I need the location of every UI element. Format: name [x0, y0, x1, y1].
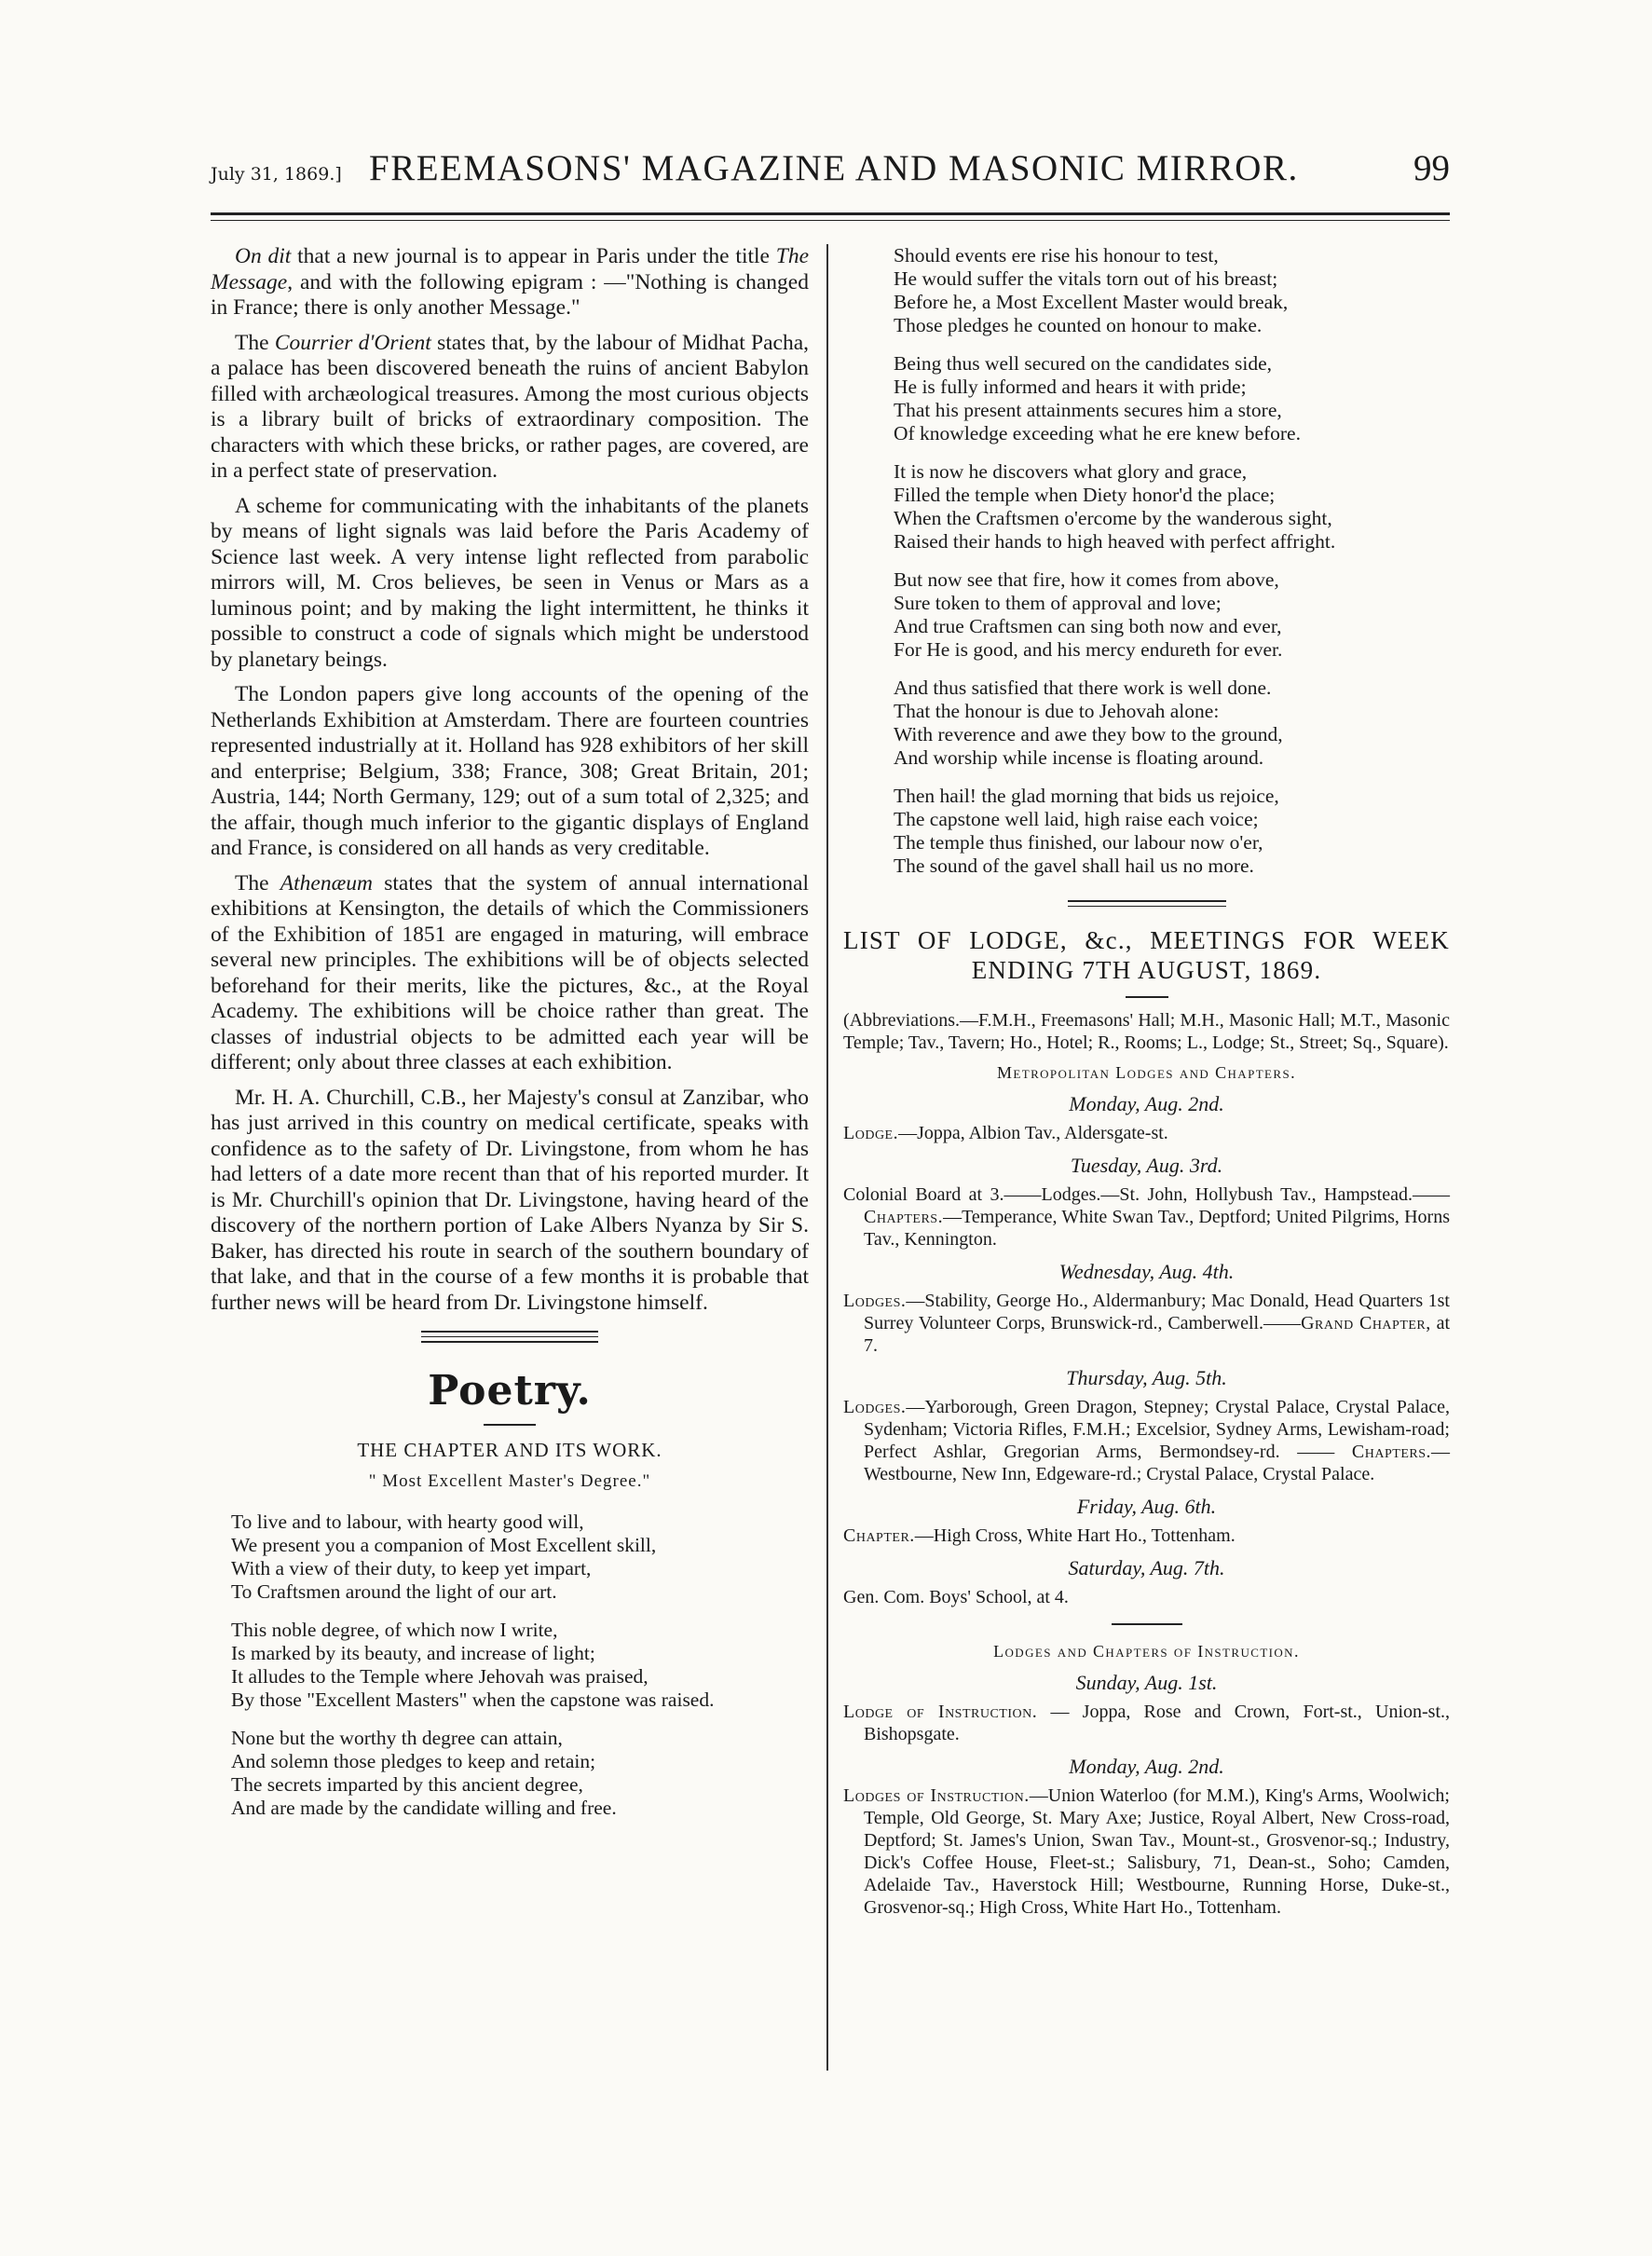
- day-heading: Thursday, Aug. 5th.: [1066, 1366, 1227, 1389]
- stanza: [894, 352, 1450, 445]
- poem-line: Being thus well secured on the candidates side,: [894, 352, 1273, 375]
- poem-line: He is fully informed and hears it with pride;: [894, 376, 1247, 398]
- poem-line: He would suffer the vitals torn out of his breast;: [894, 267, 1278, 290]
- paragraph-kensington: [211, 871, 809, 1076]
- entry-text: —Union Waterloo (for M.M.), King's Arms, Woolwich; Temple, Old George, St. Mary Axe; Justice, Royal Albert, New Cross-road, Deptford; St. James's Union, Swan Tav., Mount-st., Grosvenor-sq.; Industry, Dick's Coffee House, Fleet-st.; Salisbury, 71, Dean-st., Soho; Camden, Adelaide Tav., Haverstock Hill; Westbourne, Running Horse, Duke-st., Grosvenor-sq.; High Cross, White Hart Ho., Tottenham.: [864, 1785, 1450, 1918]
- column-divider: [826, 244, 828, 2071]
- poem-line: But now see that fire, how it comes from above,: [894, 568, 1279, 591]
- list-rule: [1126, 996, 1168, 998]
- poem-line: That his present attainments secures him a store,: [894, 399, 1282, 421]
- day-heading: Friday, Aug. 6th.: [1076, 1495, 1217, 1518]
- poem-body-left: [211, 1511, 809, 1820]
- poem-line: To live and to labour, with hearty good will,: [231, 1511, 584, 1533]
- poem-line: And worship while incense is floating around.: [894, 746, 1264, 769]
- entry-label: Chapters.: [1351, 1442, 1431, 1462]
- right-column: [843, 244, 1450, 1919]
- para-lead: On dit: [235, 244, 292, 268]
- poem-line: We present you a companion of Most Excellent skill,: [231, 1534, 657, 1556]
- poem-line: And solemn those pledges to keep and retain;: [231, 1750, 596, 1772]
- entry-label: Chapter.: [843, 1525, 915, 1546]
- meeting-entry: [843, 1525, 1450, 1547]
- poem-line: The sound of the gavel shall hail us no more.: [894, 855, 1254, 877]
- poem-line: To Craftsmen around the light of our art.: [231, 1580, 557, 1603]
- poem-line: This noble degree, of which now I write,: [231, 1619, 558, 1641]
- poem-line: It is now he discovers what glory and grace,: [894, 460, 1248, 483]
- para-text: states that the system of annual international exhibitions at Kensington, the details of which the Commissioners of the Exhibition of 1851 are engaged in maturing, will embrace several new principles. The exhibitions will be of objects selected beforehand for their merits, like the pictures, &c., at the Royal Academy. The exhibitions will be choice rather than great. The classes of industrial objects to be admitted each year will be different; only about three classes at each exhibition.: [211, 870, 809, 1074]
- header-rule-thin: [211, 220, 1450, 221]
- poem-line: With reverence and awe they bow to the ground,: [894, 723, 1283, 745]
- poem-line: By those "Excellent Masters" when the capstone was raised.: [231, 1689, 715, 1711]
- poem-line: The temple thus finished, our labour now o'er,: [894, 831, 1263, 854]
- stanza: [894, 785, 1450, 878]
- stanza: [894, 677, 1450, 770]
- entry-label: Lodge of Instruction.: [843, 1702, 1038, 1722]
- poem-line: Raised their hands to high heaved with perfect affright.: [894, 530, 1336, 553]
- section-rule: [1112, 1623, 1182, 1625]
- poem-body-right: [843, 244, 1450, 878]
- poem-line: Should events ere rise his honour to test,: [894, 244, 1219, 267]
- poem-line: None but the worthy th degree can attain,: [231, 1727, 563, 1749]
- day-heading: Wednesday, Aug. 4th.: [1058, 1260, 1235, 1283]
- magazine-title: FREEMASONS' MAGAZINE AND MASONIC MIRROR.: [369, 148, 1299, 188]
- day-heading: Saturday, Aug. 7th.: [1068, 1556, 1225, 1579]
- header-rule: [211, 212, 1450, 215]
- paragraph-planet-signals: A scheme for communicating with the inhabitants of the planets by means of light signals was laid before the Paris Academy of Science last week. A very intense light reflected from parabolic mirrors will, M. Cros believes, be seen in Venus or Mars as a luminous point; and by making the light intermittent, he thinks it possible to construct a code of signals which might be understood by planetary beings.: [211, 493, 809, 672]
- stanza: [894, 244, 1450, 337]
- para-text: The: [235, 330, 275, 355]
- day-heading: Sunday, Aug. 1st.: [1075, 1671, 1218, 1694]
- page-number: 99: [1413, 148, 1450, 188]
- entry-label: Lodges.: [843, 1397, 907, 1417]
- meeting-entry: Gen. Com. Boys' School, at 4.: [843, 1587, 1069, 1607]
- list-title-line: LIST OF LODGE, &c., MEETINGS FOR WEEK: [843, 926, 1450, 954]
- para-italic: The Message: [211, 244, 810, 294]
- meeting-entry: [843, 1701, 1450, 1745]
- poem-title: THE CHAPTER AND ITS WORK.: [357, 1439, 662, 1461]
- meeting-entry: [843, 1784, 1450, 1919]
- page-header: [211, 140, 1450, 196]
- day-heading: Tuesday, Aug. 3rd.: [1070, 1154, 1223, 1177]
- stanza: [231, 1511, 809, 1604]
- entry-label: Lodges.: [843, 1291, 907, 1311]
- paragraph-babylon: [211, 331, 809, 485]
- entry-text: —Joppa, Albion Tav., Aldersgate-st.: [898, 1123, 1168, 1143]
- abbreviations-note: (Abbreviations.—F.M.H., Freemasons' Hall; M.H., Masonic Hall; M.T., Masonic Temple; Tav., Tavern; Ho., Hotel; R., Rooms; L., Lodge; St., Street; Sq., Square).: [843, 1010, 1450, 1053]
- meeting-entry: [843, 1183, 1450, 1251]
- poem-line: Before he, a Most Excellent Master would break,: [894, 291, 1289, 313]
- paragraph-livingstone: Mr. H. A. Churchill, C.B., her Majesty's consul at Zanzibar, who has just arrived in this country on medical certificate, speaks with confidence as to the safety of Dr. Livingstone, from whom he has had letters of a date more recent than that of his reported murder. It is Mr. Churchill's opinion that Dr. Livingstone, having heard of the discovery of the northern portion of Lake Albers Nyanza by Sir S. Baker, has directed his route in search of the southern boundary of that lake, and that in the course of a few months it is probable that further news will be heard from Dr. Livingstone himself.: [211, 1085, 809, 1315]
- meeting-entry: [843, 1290, 1450, 1357]
- entry-text: Colonial Board at 3.——Lodges.—St. John, Hollybush Tav., Hampstead.——: [843, 1184, 1450, 1205]
- para-italic: Athenæum: [280, 870, 373, 896]
- poem-line: Filled the temple when Diety honor'd the place;: [894, 484, 1276, 506]
- poem-line: With a view of their duty, to keep yet impart,: [231, 1557, 592, 1579]
- stanza: [231, 1727, 809, 1820]
- poem-line: Sure token to them of approval and love;: [894, 592, 1222, 614]
- poem-line: And true Craftsmen can sing both now and ever,: [894, 615, 1282, 637]
- para-text: The: [235, 870, 280, 896]
- poem-line: That the honour is due to Jehovah alone:: [894, 700, 1220, 722]
- entry-text: —Temperance, White Swan Tav., Deptford; United Pilgrims, Horns Tav., Kennington.: [864, 1207, 1450, 1250]
- metropolitan-heading: Metropolitan Lodges and Chapters.: [996, 1063, 1296, 1082]
- left-column: [211, 244, 809, 1835]
- entry-label: Lodge.: [843, 1123, 899, 1143]
- day-heading: Monday, Aug. 2nd.: [1069, 1092, 1224, 1115]
- meeting-entry: [843, 1396, 1450, 1485]
- section-ornament: [1068, 900, 1226, 907]
- entry-text: —High Cross, White Hart Ho., Tottenham.: [914, 1525, 1236, 1546]
- poem-line: For He is good, and his mercy endureth for ever.: [894, 638, 1283, 661]
- entry-label: Lodges of Instruction.: [843, 1785, 1030, 1806]
- poem-line: The secrets imparted by this ancient degree,: [231, 1773, 583, 1796]
- stanza: [894, 460, 1450, 554]
- news-items: [211, 244, 809, 1316]
- poem-line: Of knowledge exceeding what he ere knew before.: [894, 422, 1301, 444]
- poem-line: Is marked by its beauty, and increase of light;: [231, 1642, 595, 1664]
- day-heading: Monday, Aug. 2nd.: [1069, 1755, 1224, 1778]
- entry-text: —Stability, George Ho., Aldermanbury; Mac Donald, Head Quarters 1st Surrey Volunteer Corps, Brunswick-rd., Camberwell.——: [864, 1291, 1450, 1333]
- stanza: [894, 568, 1450, 662]
- entry-text: —Yarborough, Green Dragon, Stepney; Crystal Palace, Crystal Palace, Sydenham; Victoria Rifles, F.M.H.; Excelsior, Sydney Arms, Lewisham-road; Perfect Ashlar, Gregorian Arms, Bermondsey-rd. ——: [864, 1397, 1450, 1462]
- para-italic: Courrier d'Orient: [274, 330, 431, 355]
- poetry-heading: Poetry.: [428, 1367, 592, 1415]
- meeting-entry: [843, 1122, 1450, 1144]
- poem-line: Those pledges he counted on honour to make.: [894, 314, 1263, 336]
- para-text: that a new journal is to appear in Paris under the title: [291, 244, 776, 268]
- poem-line: When the Craftsmen o'ercome by the wanderous sight,: [894, 507, 1332, 529]
- entry-text: —Westbourne, New Inn, Edgeware-rd.; Crystal Palace, Crystal Palace.: [864, 1442, 1450, 1484]
- entry-label: Chapters.: [864, 1207, 944, 1227]
- issue-date: July 31, 1869.]: [211, 164, 342, 185]
- para-text: states that, by the labour of Midhat Pacha, a palace has been discovered beneath the ruins of ancient Babylon filled with archæological treasures. Among the most curious objects is a library built of bricks of extraordinary composition. The characters with which these bricks, or rather pages, are covered, are in a perfect state of preservation.: [211, 330, 809, 483]
- instruction-heading: Lodges and Chapters of Instruction.: [993, 1642, 1300, 1661]
- poem-line: Then hail! the glad morning that bids us rejoice,: [894, 785, 1279, 807]
- paragraph-paris-journal: [211, 244, 809, 321]
- entry-label: Grand Chapter,: [1301, 1313, 1431, 1333]
- section-ornament: [421, 1331, 598, 1343]
- para-text: , and with the following epigram : —"Nothing is changed in France; there is only another Message.": [211, 269, 809, 320]
- list-title-line: ENDING 7TH AUGUST, 1869.: [971, 956, 1322, 984]
- stanza: [231, 1619, 809, 1712]
- poem-subtitle: " Most Excellent Master's Degree.": [368, 1471, 651, 1491]
- meetings-list-title: [843, 925, 1450, 985]
- entry-text: — Joppa, Rose and Crown, Fort-st., Union-st., Bishopsgate.: [864, 1702, 1451, 1744]
- poem-line: The capstone well laid, high raise each voice;: [894, 808, 1259, 830]
- poem-line: And thus satisfied that there work is well done.: [894, 677, 1272, 699]
- poem-line: It alludes to the Temple where Jehovah was praised,: [231, 1665, 649, 1688]
- paragraph-amsterdam-exhibition: The London papers give long accounts of the opening of the Netherlands Exhibition at Amsterdam. There are fourteen countries represented industrially at it. Holland has 928 exhibitors of her skill and enterprise; Belgium, 338; France, 308; Great Britain, 201; Austria, 144; North Germany, 129; out of a sum total of 2,325; and the affair, though much inferior to the gigantic displays of England and France, is considered on all hands as very creditable.: [211, 682, 809, 860]
- poetry-rule: [484, 1424, 536, 1426]
- poem-line: And are made by the candidate willing and free.: [231, 1797, 617, 1819]
- entry-text: at 7.: [864, 1313, 1450, 1356]
